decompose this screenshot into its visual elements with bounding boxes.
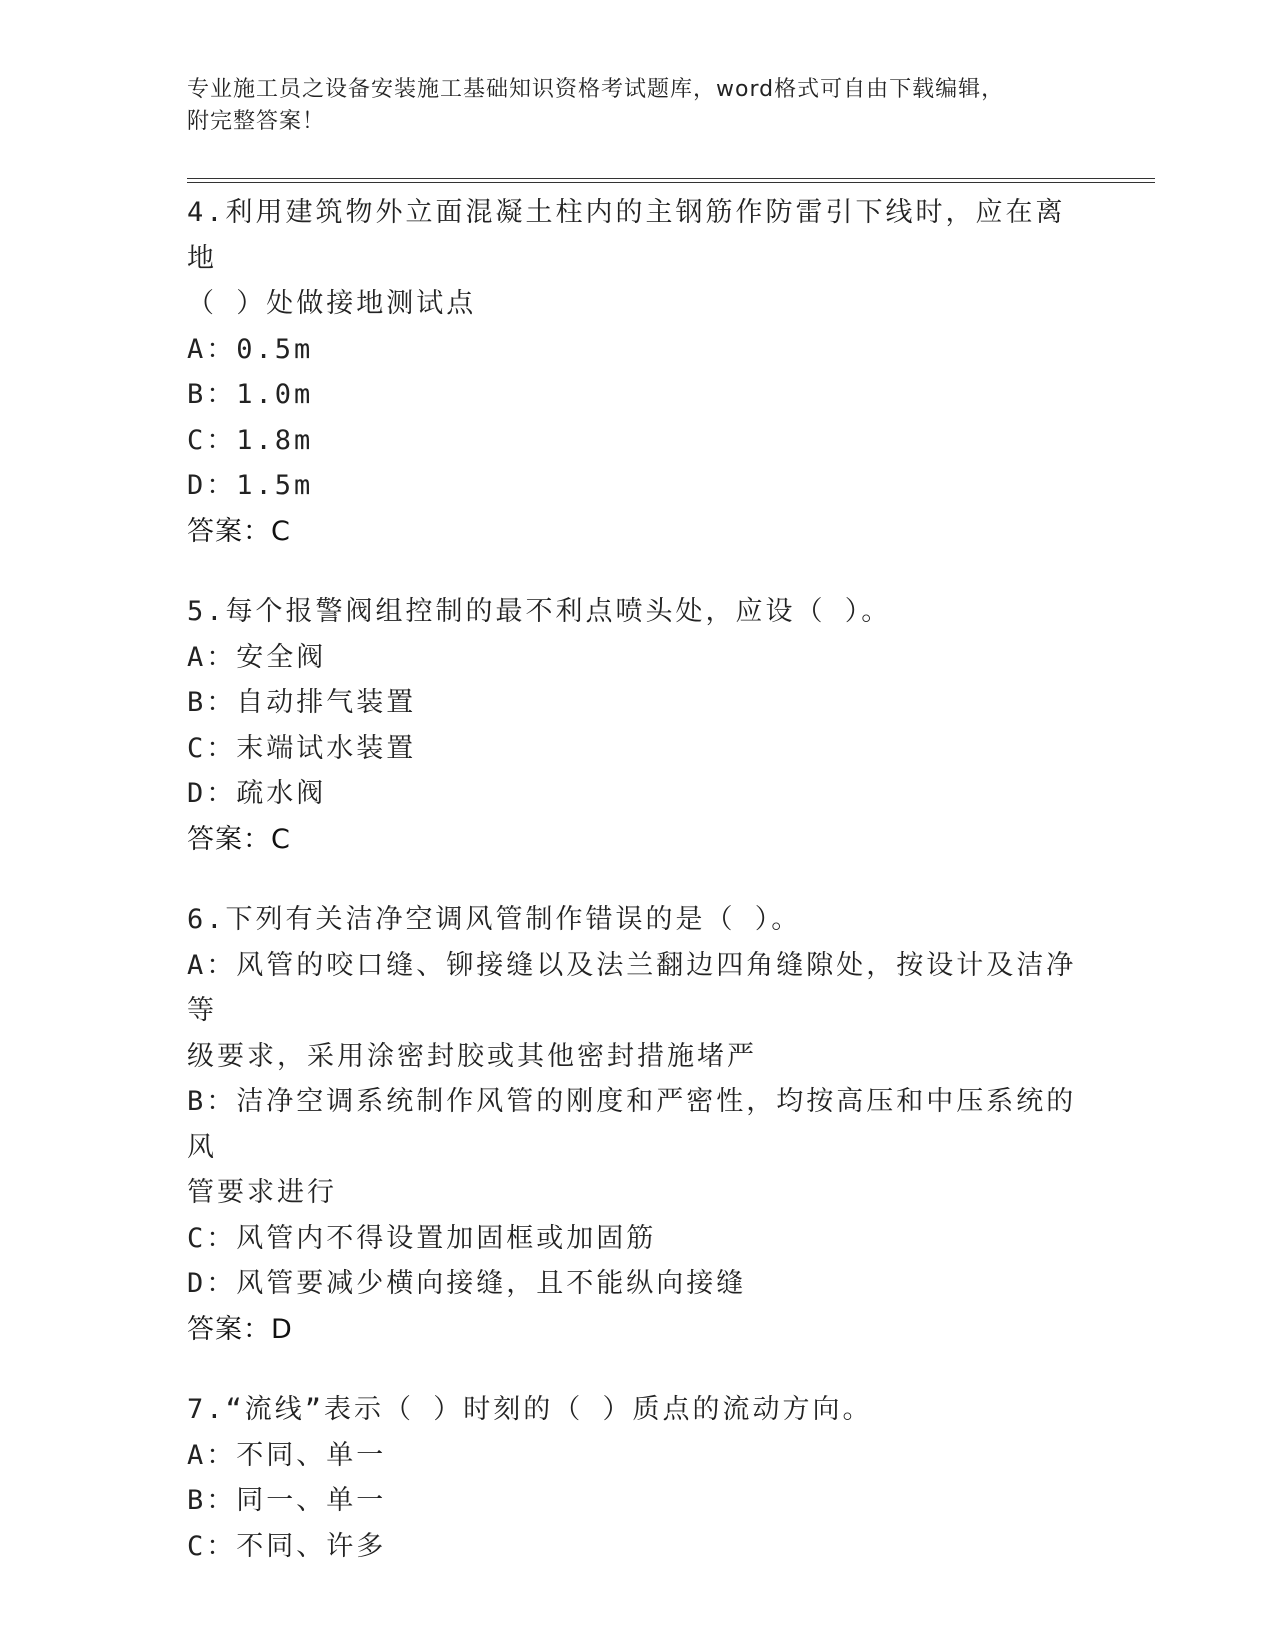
- header-line-1: 专业施工员之设备安装施工基础知识资格考试题库，word格式可自由下载编辑，: [187, 77, 1005, 102]
- option-d: D：1.5m: [187, 470, 314, 501]
- option-c: C：风管内不得设置加固框或加固筋: [187, 1222, 657, 1254]
- question-5: [187, 589, 1087, 862]
- option-b: B：同一、单一: [187, 1485, 387, 1516]
- question-stem: 5.每个报警阀组控制的最不利点喷头处，应设（ ）。: [187, 596, 892, 627]
- question-stem-continued: （ ）处做接地测试点: [187, 288, 477, 319]
- question-7: [187, 1387, 1087, 1569]
- option-c: C：末端试水装置: [187, 732, 417, 764]
- question-stem: 7.“流线”表示（ ）时刻的（ ）质点的流动方向。: [187, 1394, 873, 1425]
- question-4: [187, 190, 1087, 554]
- header-divider-bottom: [187, 182, 1155, 183]
- answer: 答案：C: [187, 823, 291, 855]
- question-stem: 6.下列有关洁净空调风管制作错误的是（ ）。: [187, 904, 802, 935]
- option-a-continued: 级要求，采用涂密封胶或其他密封措施堵严: [187, 1040, 757, 1072]
- option-b-continued: 管要求进行: [187, 1177, 337, 1208]
- question-6: [187, 897, 1087, 1352]
- question-list: [187, 190, 1087, 1604]
- option-b: B：洁净空调系统制作风管的刚度和严密性，均按高压和中压系统的风: [187, 1086, 1077, 1163]
- header-divider-top: [187, 178, 1155, 179]
- option-b: B：自动排气装置: [187, 687, 417, 718]
- option-a: A：0.5m: [187, 333, 314, 365]
- option-c: C：1.8m: [187, 424, 314, 456]
- option-d: D：风管要减少横向接缝，且不能纵向接缝: [187, 1268, 747, 1299]
- option-b: B：1.0m: [187, 379, 314, 410]
- question-stem: 4.利用建筑物外立面混凝土柱内的主钢筋作防雷引下线时，应在离地: [187, 197, 1066, 274]
- option-a: A：风管的咬口缝、铆接缝以及法兰翻边四角缝隙处，按设计及洁净等: [187, 949, 1077, 1026]
- document-header: [187, 74, 1087, 138]
- option-a: A：不同、单一: [187, 1439, 387, 1471]
- header-line-2: 附完整答案！: [187, 109, 326, 134]
- option-c: C：不同、许多: [187, 1530, 387, 1562]
- answer: 答案：D: [187, 1313, 293, 1345]
- answer: 答案：C: [187, 515, 291, 547]
- option-d: D：疏水阀: [187, 778, 327, 809]
- option-a: A：安全阀: [187, 641, 327, 673]
